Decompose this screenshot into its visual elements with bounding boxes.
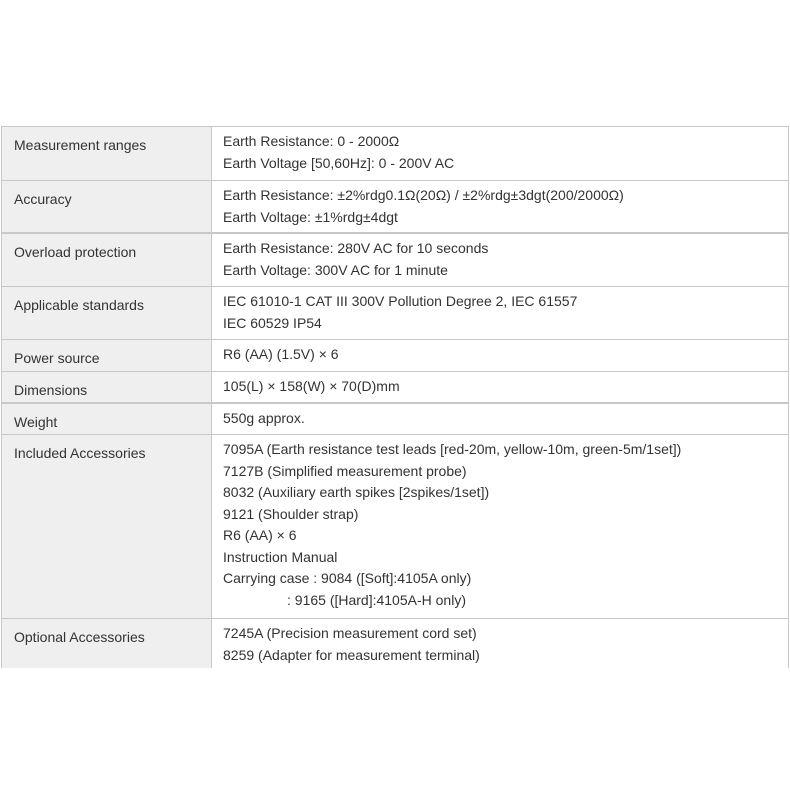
spec-row-overload-protection [2,234,788,287]
spec-value [212,340,788,371]
spec-row-power-source [2,340,788,372]
spec-label: Included Accessories [2,435,212,618]
spec-value-line: 550g approx. [223,410,305,426]
spec-value [212,181,788,232]
spec-value-line: 7095A (Earth resistance test leads [red-20m, yellow-10m, green-5m/1set]) [223,441,682,457]
spec-value-line: R6 (AA) (1.5V) × 6 [223,346,339,362]
spec-row-applicable-standards [2,287,788,340]
spec-row-accuracy [2,181,788,234]
spec-label: Power source [2,340,212,371]
spec-value-line: Carrying case : 9084 ([Soft]:4105A only) [223,570,472,586]
spec-value-line: Earth Resistance: 280V AC for 10 seconds [223,240,489,256]
spec-value-line: Earth Voltage: 300V AC for 1 minute [223,261,448,278]
spec-value-line: IEC 60529 IP54 [223,314,322,331]
spec-value-line: 8032 (Auxiliary earth spikes [2spikes/1set]) [223,484,490,500]
spec-value-line: Earth Resistance: 0 - 2000Ω [223,133,400,149]
spec-value-line: 7127B (Simplified measurement probe) [223,462,467,479]
spec-value [212,287,788,339]
spec-value-line: 8259 (Adapter for measurement terminal) [223,646,480,663]
spec-label: Weight [2,404,212,434]
spec-value-line: Earth Resistance: ±2%rdg0.1Ω(20Ω) / ±2%rdg±3dgt(200/2000Ω) [223,187,624,203]
spec-value-line: 7245A (Precision measurement cord set) [223,625,477,641]
spec-value-line: R6 (AA) × 6 [223,527,297,543]
spec-label: Overload protection [2,234,212,286]
spec-value-line: Earth Voltage [50,60Hz]: 0 - 200V AC [223,154,455,171]
spec-value [212,435,788,618]
spec-value-line: 9121 (Shoulder strap) [223,505,359,522]
spec-label: Optional Accessories [2,619,212,668]
spec-label: Applicable standards [2,287,212,339]
spec-label: Dimensions [2,372,212,402]
spec-value [212,619,788,668]
spec-row-measurement-ranges [2,127,788,181]
spec-value-line: : 9165 ([Hard]:4105A-H only) [287,591,466,608]
spec-table [1,126,789,668]
spec-row-included-accessories [2,435,788,619]
spec-row-weight [2,404,788,435]
spec-label: Accuracy [2,181,212,232]
spec-value-line: 105(L) × 158(W) × 70(D)mm [223,378,400,394]
spec-value-line: Earth Voltage: ±1%rdg±4dgt [223,208,398,225]
spec-label: Measurement ranges [2,127,212,180]
spec-row-dimensions [2,372,788,404]
spec-value-line: Instruction Manual [223,548,338,565]
spec-value [212,234,788,286]
spec-value [212,372,788,402]
spec-value [212,404,788,434]
spec-value [212,127,788,180]
spec-row-optional-accessories [2,619,788,668]
spec-value-line: IEC 61010-1 CAT III 300V Pollution Degree 2, IEC 61557 [223,293,578,309]
